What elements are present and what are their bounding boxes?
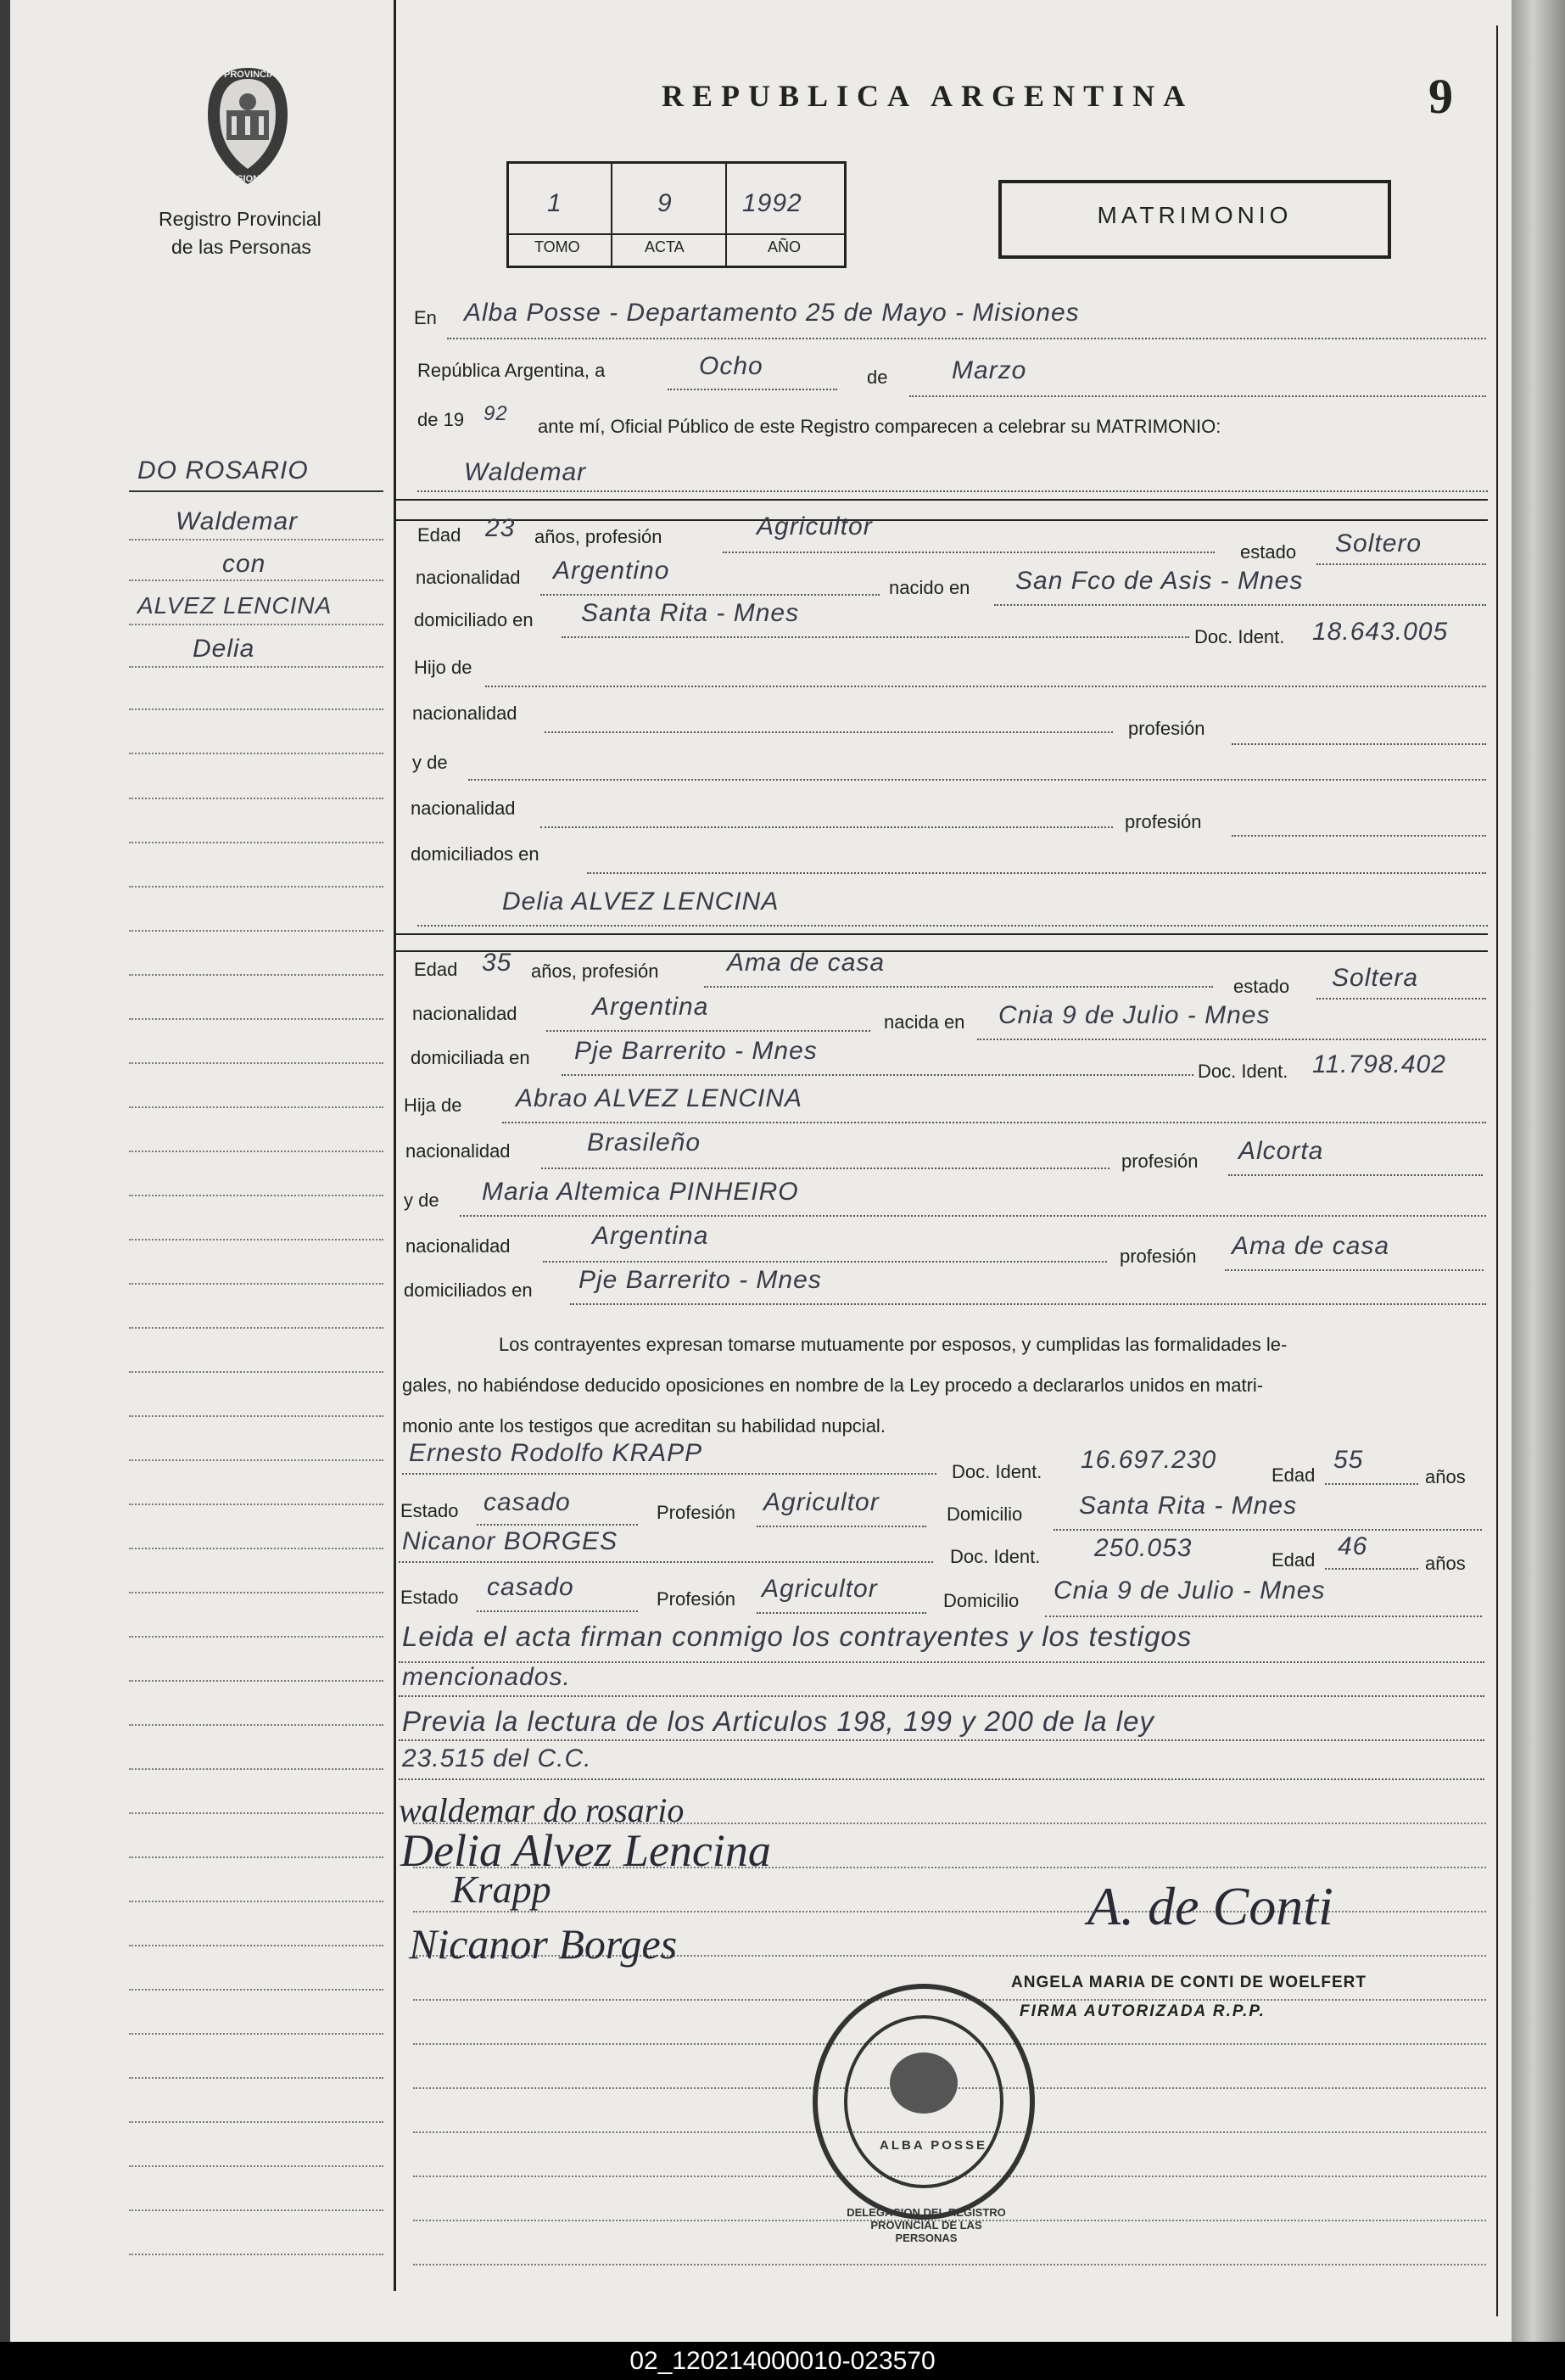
witness-1-estado-label: Estado: [400, 1500, 459, 1521]
witness-2-domicile: Cnia 9 de Julio - Mnes: [1054, 1576, 1326, 1604]
page-number: 9: [1428, 69, 1453, 124]
official-name: ANGELA MARIA DE CONTI DE WOELFERT: [1011, 1974, 1367, 1991]
emblem-bottom-text: MISIONES: [226, 174, 272, 184]
bride-hija-label: Hija de: [404, 1095, 462, 1116]
groom-domiciliados-label: domiciliados en: [411, 843, 539, 865]
registry-stamp: [812, 1981, 1037, 2227]
groom-domicile: Santa Rita - Mnes: [581, 599, 800, 627]
witness-1-doc-label: Doc. Ident.: [952, 1461, 1042, 1482]
signature-groom: waldemar do rosario: [399, 1791, 685, 1829]
bride-father: Abrao ALVEZ LENCINA: [516, 1084, 803, 1112]
witness-1-dom-label: Domicilio: [947, 1504, 1023, 1525]
witness-2-estado-label: Estado: [400, 1587, 459, 1608]
groom-estado-label: estado: [1240, 541, 1297, 563]
signature-witness-1: Krapp: [451, 1868, 551, 1911]
witness-2-edad-label: Edad: [1272, 1549, 1316, 1571]
acta-label: ACTA: [645, 238, 685, 255]
country-title: REPUBLICA ARGENTINA: [662, 79, 1194, 113]
en-label: En: [414, 307, 437, 328]
groom-edad-label: Edad: [417, 524, 461, 546]
bride-father-profession: Alcorta: [1238, 1137, 1324, 1165]
declaration-line-2: gales, no habiéndose deducido oposiciones en nombre de la Ley procedo a declararlos unidos en matri-: [402, 1375, 1264, 1396]
intro-place: Alba Posse - Departamento 25 de Mayo - Misiones: [464, 299, 1080, 327]
margin-name-2: Delia: [193, 635, 255, 663]
declaration-line-1: Los contrayentes expresan tomarse mutuamente por esposos, y cumplidas las formalidades le-: [499, 1334, 1288, 1355]
bride-nationality: Argentina: [592, 993, 709, 1021]
closing-line-4: 23.515 del C.C.: [402, 1744, 592, 1772]
witness-2-age: 46: [1338, 1532, 1368, 1560]
groom-birthplace: San Fco de Asis - Mnes: [1015, 567, 1304, 595]
margin-con: con: [222, 550, 266, 578]
comparecen-text: ante mí, Oficial Público de este Registro comparecen a celebrar su MATRIMONIO:: [538, 416, 1221, 437]
intro-day: Ocho: [699, 352, 763, 380]
groom-yde-label: y de: [412, 752, 448, 773]
witness-1-prof-label: Profesión: [657, 1502, 735, 1523]
signature-witness-2: Nicanor Borges: [409, 1920, 678, 1968]
signature-official: A. de Conti: [1087, 1876, 1333, 1936]
tomo-acta-ano-table: [506, 161, 847, 268]
document-sheet: [10, 0, 1512, 2342]
groom-age: 23: [485, 514, 516, 542]
tomo-label: TOMO: [534, 238, 580, 255]
stamp-inner-text: ALBA POSSE: [880, 2138, 987, 2153]
bride-birthplace: Cnia 9 de Julio - Mnes: [998, 1001, 1271, 1029]
intro-month: Marzo: [952, 356, 1027, 384]
declaration-line-3: monio ante los testigos que acreditan su habilidad nupcial.: [402, 1415, 886, 1436]
year-suffix: 92: [483, 402, 508, 425]
closing-line-3: Previa la lectura de los Articulos 198, 199 y 200 de la ley: [402, 1705, 1154, 1737]
year-prefix: de 19: [417, 409, 465, 430]
groom-nacionalidad-label: nacionalidad: [416, 567, 521, 588]
signature-bride: Delia Alvez Lencina: [400, 1825, 771, 1876]
republica-label: República Argentina, a: [417, 360, 606, 381]
registry-name-line1: Registro Provincial: [159, 208, 321, 230]
bride-mother-nationality: Argentina: [592, 1222, 709, 1250]
image-code-bar: [0, 2342, 1565, 2380]
bride-doc-label: Doc. Ident.: [1198, 1061, 1288, 1082]
right-border: [1496, 25, 1498, 2316]
bride-anos-prof-label: años, profesión: [531, 960, 659, 982]
bride-domiciliada-label: domiciliada en: [411, 1047, 530, 1068]
bride-name: Delia ALVEZ LENCINA: [502, 888, 780, 916]
groom-name: Waldemar: [464, 458, 587, 486]
emblem-top-text: PROVINCIA: [224, 70, 277, 80]
witness-2-prof-label: Profesión: [657, 1588, 735, 1610]
margin-rule: [394, 0, 396, 2291]
ano-value: 1992: [742, 189, 802, 217]
groom-anos-prof-label: años, profesión: [534, 526, 662, 547]
groom-estado: Soltero: [1335, 529, 1422, 557]
groom-hijo-label: Hijo de: [414, 657, 472, 678]
bride-domiciliados-label: domiciliados en: [404, 1280, 533, 1301]
witness-1-anos-label: años: [1425, 1466, 1466, 1487]
groom-profession: Agricultor: [757, 512, 873, 540]
groom-doc: 18.643.005: [1312, 618, 1449, 646]
closing-line-1: Leida el acta firman conmigo los contrayentes y los testigos: [402, 1621, 1193, 1652]
bride-prof-label-3: profesión: [1120, 1246, 1197, 1267]
groom-nac-label-3: nacionalidad: [411, 798, 516, 819]
margin-surname-2: ALVEZ LENCINA: [137, 592, 333, 619]
bride-prof-label-2: profesión: [1121, 1151, 1199, 1172]
witness-1-estado: casado: [483, 1488, 571, 1516]
witness-2-profession: Agricultor: [762, 1575, 878, 1603]
closing-line-2: mencionados.: [402, 1663, 571, 1691]
bride-age: 35: [482, 949, 512, 977]
bride-estado-label: estado: [1233, 976, 1290, 997]
bride-father-nationality: Brasileño: [587, 1128, 701, 1156]
witness-2-name: Nicanor BORGES: [402, 1527, 618, 1555]
image-code: 02_120214000010-023570: [629, 2346, 936, 2375]
acta-value: 9: [657, 189, 673, 217]
bride-domicile: Pje Barrerito - Mnes: [574, 1037, 818, 1065]
de-label: de: [867, 367, 888, 388]
page-edge: [1512, 0, 1565, 2342]
groom-nacido-label: nacido en: [889, 577, 970, 598]
ano-label: AÑO: [768, 238, 802, 255]
bride-edad-label: Edad: [414, 959, 458, 980]
groom-doc-label: Doc. Ident.: [1194, 626, 1285, 647]
margin-name-1: Waldemar: [176, 507, 299, 535]
witness-2-doc: 250.053: [1094, 1534, 1193, 1562]
bride-doc: 11.798.402: [1312, 1050, 1446, 1078]
groom-prof-label-2: profesión: [1128, 718, 1205, 739]
witness-1-doc: 16.697.230: [1081, 1446, 1217, 1474]
bride-estado: Soltera: [1332, 964, 1419, 992]
witness-2-doc-label: Doc. Ident.: [950, 1546, 1041, 1567]
bride-nacionalidad-label: nacionalidad: [412, 1003, 517, 1024]
official-title: FIRMA AUTORIZADA R.P.P.: [1020, 2002, 1266, 2020]
bride-nac-label-2: nacionalidad: [405, 1140, 511, 1162]
bride-profession: Ama de casa: [727, 949, 886, 977]
groom-prof-label-3: profesión: [1125, 811, 1202, 832]
witness-1-domicile: Santa Rita - Mnes: [1079, 1492, 1298, 1520]
tomo-value: 1: [547, 189, 562, 217]
bride-nacida-label: nacida en: [884, 1011, 965, 1033]
margin-surname-1: DO ROSARIO: [137, 456, 309, 484]
groom-domiciliado-label: domiciliado en: [414, 609, 534, 630]
bride-nac-label-3: nacionalidad: [405, 1235, 511, 1257]
act-type-label: MATRIMONIO: [1097, 202, 1293, 228]
bride-parents-domicile: Pje Barrerito - Mnes: [578, 1266, 822, 1294]
witness-1-profession: Agricultor: [763, 1488, 880, 1516]
bride-mother-profession: Ama de casa: [1232, 1232, 1390, 1260]
bride-yde-label: y de: [404, 1190, 439, 1211]
stamp-ring-text: DELEGACION DEL REGISTRO PROVINCIAL DE LAS PERSONAS: [847, 2206, 1006, 2244]
witness-1-edad-label: Edad: [1272, 1464, 1316, 1486]
groom-nationality: Argentino: [553, 557, 670, 585]
witness-1-name: Ernesto Rodolfo KRAPP: [409, 1439, 703, 1467]
witness-2-anos-label: años: [1425, 1553, 1466, 1574]
act-type-box: [998, 180, 1391, 259]
groom-nac-label-2: nacionalidad: [412, 703, 517, 724]
registry-name-line2: de las Personas: [171, 236, 311, 258]
witness-2-dom-label: Domicilio: [943, 1590, 1020, 1611]
bride-mother: Maria Altemica PINHEIRO: [482, 1178, 799, 1206]
witness-1-age: 55: [1333, 1446, 1364, 1474]
witness-2-estado: casado: [487, 1573, 574, 1601]
